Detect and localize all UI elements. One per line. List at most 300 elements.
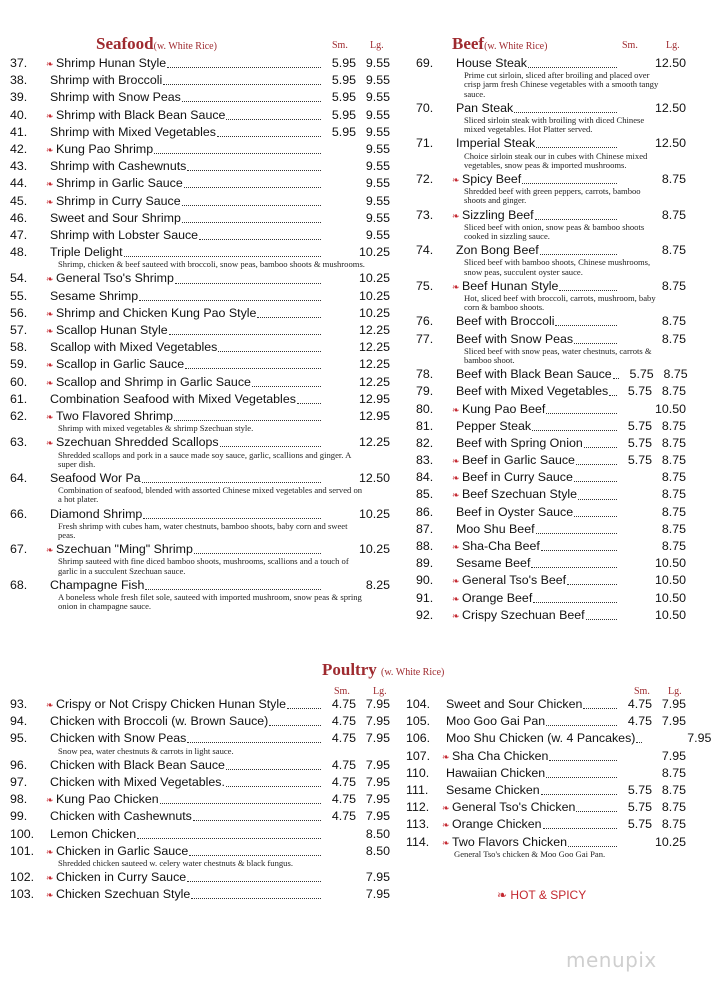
dot-leader <box>514 112 617 113</box>
item-name: Scallop and Shrimp in Garlic Sauce <box>56 374 251 389</box>
small-price: 4.75 <box>331 714 356 729</box>
menu-item <box>10 340 390 357</box>
beef-list <box>416 56 686 625</box>
item-number: 112. <box>406 800 430 815</box>
item-number: 80. <box>416 401 434 416</box>
small-price: 5.75 <box>627 418 652 433</box>
dot-leader <box>546 777 617 778</box>
item-number: 94. <box>10 714 28 729</box>
item-number: 98. <box>10 792 28 807</box>
large-price: 10.25 <box>358 506 390 521</box>
menu-item-row <box>10 125 390 142</box>
item-number: 85. <box>416 487 434 502</box>
menu-item-row <box>10 108 390 125</box>
item-number: 113. <box>406 817 430 832</box>
large-price: 10.50 <box>654 556 686 571</box>
menu-item-row <box>10 228 390 245</box>
small-price: 5.75 <box>627 453 652 468</box>
large-price: 9.55 <box>365 90 390 105</box>
item-name: Shrimp with Lobster Sauce <box>50 227 199 242</box>
pepper-icon: ❧ <box>46 890 54 901</box>
menu-item <box>416 56 686 99</box>
menu-item-row <box>10 375 390 392</box>
menu-item <box>10 289 390 306</box>
pepper-icon: ❧ <box>452 174 460 185</box>
item-number: 84. <box>416 470 434 485</box>
item-name: Crispy or Not Crispy Chicken Hunan Style <box>56 697 286 711</box>
item-name: Moo Shu Chicken (w. 4 Pancakes) <box>446 731 636 746</box>
menu-item-row <box>10 340 390 357</box>
menu-item <box>10 357 390 374</box>
item-name: Shrimp with Broccoli <box>50 73 163 88</box>
dot-leader <box>182 205 321 206</box>
item-number: 64. <box>10 470 28 485</box>
item-description: A boneless whole fresh filet sole, sauteed with imported mushroom, snow peas & spring onion in champagne sauce. <box>58 591 362 612</box>
large-price: 12.95 <box>358 391 390 406</box>
dot-leader <box>167 67 321 68</box>
pepper-icon: ❧ <box>46 326 54 337</box>
beef-lg-header: Lg. <box>666 40 680 51</box>
large-price: 8.75 <box>661 435 686 450</box>
menu-item-row <box>10 194 390 211</box>
menu-item-row <box>10 792 390 809</box>
large-price: 7.95 <box>365 887 390 902</box>
pepper-icon: ❧ <box>46 360 54 371</box>
large-price: 12.25 <box>358 357 390 372</box>
large-price: 9.55 <box>365 159 390 174</box>
item-name: Pan Steak <box>456 100 514 115</box>
dot-leader <box>546 725 617 726</box>
item-name: Shrimp Hunan Style <box>56 56 167 70</box>
menu-item <box>416 402 686 419</box>
pepper-icon: ❧ <box>46 700 54 710</box>
menu-item-row <box>416 367 686 384</box>
item-name: Shrimp in Garlic Sauce <box>56 176 183 191</box>
dot-leader <box>287 708 321 709</box>
large-price: 12.50 <box>654 136 686 151</box>
menu-item <box>10 142 390 159</box>
small-price: 5.75 <box>627 435 652 450</box>
small-price: 4.75 <box>331 757 356 772</box>
dot-leader <box>187 742 321 743</box>
item-number: 60. <box>10 374 28 389</box>
small-price: 5.75 <box>627 817 652 832</box>
item-number: 73. <box>416 207 434 222</box>
large-price: 7.95 <box>687 731 712 746</box>
menu-item <box>406 835 686 859</box>
menu-item-row <box>10 159 390 176</box>
pepper-icon: ❧ <box>46 59 54 69</box>
menu-item <box>416 573 686 590</box>
menu-item-row <box>416 436 686 453</box>
menu-item <box>416 608 686 625</box>
large-price: 8.75 <box>661 314 686 329</box>
menupix-watermark: menupix <box>566 948 657 972</box>
dot-leader <box>584 447 617 448</box>
menu-item-row <box>416 505 686 522</box>
large-price: 12.25 <box>358 435 390 450</box>
item-name: Chicken with Broccoli (w. Brown Sauce) <box>50 714 269 729</box>
dot-leader <box>184 187 321 188</box>
item-name: Beef with Snow Peas <box>456 331 574 346</box>
item-number: 88. <box>416 539 434 554</box>
small-price: 5.95 <box>331 56 356 70</box>
menu-item <box>10 108 390 125</box>
item-name: Chicken Szechuan Style <box>56 887 191 902</box>
item-number: 68. <box>10 577 28 592</box>
menu-item <box>416 367 686 384</box>
dot-leader <box>574 481 617 482</box>
item-name: Chicken in Curry Sauce <box>56 870 187 885</box>
pepper-icon: ❧ <box>497 888 508 902</box>
dot-leader <box>143 518 321 519</box>
menu-item <box>10 578 390 612</box>
dot-leader <box>187 170 321 171</box>
large-price: 10.25 <box>654 834 686 849</box>
menu-item <box>10 194 390 211</box>
large-price: 10.25 <box>358 542 390 557</box>
menu-item <box>10 392 390 409</box>
dot-leader <box>217 136 321 137</box>
item-number: 95. <box>10 731 28 746</box>
menu-item <box>416 522 686 539</box>
large-price: 12.95 <box>358 408 390 423</box>
dot-leader <box>142 482 321 483</box>
item-description: Shredded beef with green peppers, carrots, bamboo shoots and ginger. <box>464 186 641 206</box>
menu-item <box>10 73 390 90</box>
menu-item <box>10 435 390 469</box>
large-price: 8.75 <box>661 453 686 468</box>
menu-item <box>416 453 686 470</box>
small-price: 5.95 <box>331 124 356 139</box>
dot-leader <box>559 290 617 291</box>
large-price: 9.55 <box>365 176 390 191</box>
dot-leader <box>174 420 321 421</box>
item-number: 63. <box>10 435 28 450</box>
menu-item-row <box>406 714 686 731</box>
item-name: Two Flavored Shrimp <box>56 408 174 423</box>
item-name: Combination Seafood with Mixed Vegetables <box>50 391 296 406</box>
pepper-icon: ❧ <box>46 795 54 806</box>
item-number: 43. <box>10 159 28 174</box>
item-description: Sliced sirloin steak with broiling with diced Chinese mixed vegetables. Hot Platter served. <box>464 114 645 135</box>
item-name: Lemon Chicken <box>50 826 137 841</box>
large-price: 9.55 <box>365 193 390 208</box>
dot-leader <box>574 343 617 344</box>
menu-item-row <box>10 697 390 714</box>
item-number: 41. <box>10 124 28 139</box>
item-name: Beef in Garlic Sauce <box>462 453 575 468</box>
large-price: 8.75 <box>661 331 686 346</box>
dot-leader <box>636 742 642 743</box>
dot-leader <box>226 119 321 120</box>
dot-leader <box>257 317 321 318</box>
large-price: 8.50 <box>365 826 390 841</box>
poultry-right-lg-header: Lg. <box>668 686 682 697</box>
large-price: 8.75 <box>661 207 686 222</box>
item-name: Beef with Broccoli <box>456 314 555 329</box>
dot-leader <box>175 283 321 284</box>
dot-leader <box>139 300 321 301</box>
large-price: 12.50 <box>358 470 390 485</box>
pepper-icon: ❧ <box>46 873 54 884</box>
seafood-header <box>10 34 390 56</box>
dot-leader <box>193 820 321 821</box>
dot-leader <box>194 553 321 554</box>
large-price: 10.50 <box>654 401 686 416</box>
pepper-icon: ❧ <box>442 803 450 814</box>
menu-item-row <box>10 714 390 731</box>
item-number: 42. <box>10 141 28 156</box>
large-price: 12.25 <box>358 340 390 355</box>
dot-leader <box>218 351 321 352</box>
pepper-icon: ❧ <box>46 411 54 422</box>
menu-item <box>10 211 390 228</box>
item-number: 75. <box>416 278 434 293</box>
beef-sm-header: Sm. <box>622 40 638 51</box>
menu-item <box>406 714 686 731</box>
item-description: Shrimp, chicken & beef sauteed with broccoli, snow peas, bamboo shoots & mushrooms. <box>58 259 365 270</box>
dot-leader <box>549 760 617 761</box>
menu-item-row <box>10 176 390 193</box>
dot-leader <box>124 256 321 257</box>
item-number: 54. <box>10 271 28 286</box>
menu-item-row <box>416 402 686 419</box>
item-name: Beef in Curry Sauce <box>462 470 573 485</box>
item-name: Hawaiian Chicken <box>446 765 546 780</box>
item-name: Sesame Beef <box>456 556 531 571</box>
item-number: 93. <box>10 697 28 711</box>
large-price: 9.55 <box>365 124 390 139</box>
menu-item <box>416 419 686 436</box>
menu-item-row <box>416 539 686 556</box>
item-number: 92. <box>416 607 434 622</box>
item-name: General Tso's Shrimp <box>56 271 174 286</box>
large-price: 8.75 <box>663 367 688 382</box>
item-name: Champagne Fish <box>50 577 145 592</box>
menu-item-row <box>10 357 390 374</box>
item-number: 105. <box>406 714 431 729</box>
item-number: 97. <box>10 774 28 789</box>
item-name: Shrimp with Cashewnuts <box>50 159 187 174</box>
menu-item-row <box>416 453 686 470</box>
menu-item-row <box>10 289 390 306</box>
item-name: Szechuan "Ming" Shrimp <box>56 542 193 557</box>
pepper-icon: ❧ <box>46 196 54 207</box>
dot-leader <box>163 84 321 85</box>
large-price: 10.25 <box>358 288 390 303</box>
item-number: 70. <box>416 100 434 115</box>
large-price: 7.95 <box>661 748 686 763</box>
dot-leader <box>189 855 321 856</box>
menu-item-row <box>10 73 390 90</box>
dot-leader <box>182 101 321 102</box>
dot-leader <box>583 708 617 709</box>
pepper-icon: ❧ <box>46 110 54 121</box>
small-price: 4.75 <box>331 774 356 789</box>
seafood-title: Seafood(w. White Rice) <box>96 34 217 53</box>
large-price: 8.25 <box>365 577 390 592</box>
menu-item-row <box>406 783 686 800</box>
dot-leader <box>169 334 321 335</box>
dot-leader <box>137 838 321 839</box>
item-number: 79. <box>416 384 434 399</box>
dot-leader <box>609 395 617 396</box>
large-price: 7.95 <box>365 809 390 824</box>
item-name: Triple Delight <box>50 245 123 260</box>
menu-item <box>10 471 390 505</box>
dot-leader <box>543 828 617 829</box>
small-price: 5.95 <box>331 73 356 88</box>
menu-item-row <box>10 271 390 288</box>
item-number: 103. <box>10 887 35 902</box>
menu-item <box>10 887 390 904</box>
seafood-sm-header: Sm. <box>332 40 348 51</box>
pepper-icon: ❧ <box>46 545 54 556</box>
large-price: 9.55 <box>365 73 390 88</box>
item-description: Sliced beef with bamboo shoots, Chinese mushrooms, snow peas, succulent oyster sauce. <box>464 257 651 277</box>
menu-item <box>10 870 390 887</box>
menu-item <box>416 101 686 135</box>
menu-item-row <box>10 758 390 775</box>
menu-item-row <box>10 142 390 159</box>
item-name: Beef Hunan Style <box>462 278 559 293</box>
small-price: 4.75 <box>331 792 356 807</box>
poultry-right-sm-header: Sm. <box>634 686 650 697</box>
pepper-icon: ❧ <box>46 438 54 449</box>
menu-item-row <box>416 419 686 436</box>
item-name: Sweet and Sour Shrimp <box>50 210 181 225</box>
menu-item <box>10 827 390 844</box>
large-price: 8.75 <box>661 782 686 797</box>
menu-item <box>406 731 712 748</box>
item-description: Prime cut sirloin, sliced after broiling and placed over crisp jarm fresh Chinese vegetables with a smooth tangy sauce. <box>464 70 659 99</box>
dot-leader <box>574 516 617 517</box>
pepper-icon: ❧ <box>46 144 54 155</box>
item-number: 59. <box>10 357 28 372</box>
menu-item <box>10 90 390 107</box>
large-price: 9.55 <box>365 107 390 122</box>
menu-item-row <box>416 573 686 590</box>
item-number: 87. <box>416 521 434 536</box>
menu-item-row <box>10 211 390 228</box>
menu-item <box>10 792 390 809</box>
pepper-icon: ❧ <box>452 210 460 221</box>
item-name: Orange Chicken <box>452 817 542 832</box>
menu-item <box>416 279 686 313</box>
menu-item <box>10 323 390 340</box>
poultry-title: Poultry (w. White Rice) <box>322 660 445 679</box>
dot-leader <box>160 803 321 804</box>
large-price: 7.95 <box>365 774 390 789</box>
item-description: Shrimp sauteed with fine diced bamboo shoots, mushrooms, scallions and a touch of garlic in a succulent Szechuan sauce. <box>58 556 349 576</box>
item-name: Szechuan Shredded Scallops <box>56 435 219 450</box>
menu-item-row <box>10 775 390 792</box>
item-number: 72. <box>416 171 434 186</box>
menu-item-row <box>416 556 686 573</box>
item-number: 114. <box>406 834 430 849</box>
item-name: Kung Pao Shrimp <box>56 141 154 156</box>
small-price: 4.75 <box>331 731 356 746</box>
dot-leader <box>586 619 617 620</box>
dot-leader <box>536 533 617 534</box>
item-name: Moo Goo Gai Pan <box>446 714 546 729</box>
menu-item <box>10 159 390 176</box>
item-name: Kung Pao Chicken <box>56 792 159 807</box>
pepper-icon: ❧ <box>452 576 460 587</box>
item-number: 82. <box>416 435 434 450</box>
item-description: Snow pea, water chestnuts & carrots in light sauce. <box>58 745 234 756</box>
beef-header <box>416 34 686 56</box>
item-name: Beef with Mixed Vegetables <box>456 384 609 399</box>
item-name: Scallop with Mixed Vegetables <box>50 340 218 355</box>
item-number: 66. <box>10 506 28 521</box>
item-number: 46. <box>10 210 28 225</box>
large-price: 9.55 <box>365 141 390 156</box>
small-price: 4.75 <box>331 809 356 824</box>
menu-item-row <box>10 306 390 323</box>
large-price: 9.55 <box>365 56 390 70</box>
dot-leader <box>269 725 321 726</box>
item-number: 107. <box>406 748 431 763</box>
large-price: 7.95 <box>365 757 390 772</box>
large-price: 10.25 <box>358 271 390 286</box>
item-name: Sizzling Beef <box>462 207 534 222</box>
dot-leader <box>187 881 321 882</box>
item-number: 48. <box>10 245 28 260</box>
item-name: Seafood Wor Pa <box>50 470 141 485</box>
large-price: 10.25 <box>358 245 390 260</box>
item-number: 40. <box>10 107 28 122</box>
large-price: 10.50 <box>654 590 686 605</box>
menu-item-row <box>10 827 390 844</box>
large-price: 7.95 <box>365 870 390 885</box>
item-name: Crispy Szechuan Beef <box>462 607 585 622</box>
dot-leader <box>541 550 617 551</box>
small-price: 4.75 <box>331 697 356 711</box>
menu-item-row <box>10 56 390 73</box>
dot-leader <box>154 153 321 154</box>
item-name: Spicy Beef <box>462 171 522 186</box>
menu-item <box>416 243 686 277</box>
menu-item <box>10 775 390 792</box>
menu-item-row <box>416 591 686 608</box>
item-number: 91. <box>416 590 434 605</box>
item-number: 83. <box>416 453 434 468</box>
menu-item <box>416 539 686 556</box>
item-name: Beef with Spring Onion <box>456 435 583 450</box>
dot-leader <box>536 147 617 148</box>
item-number: 102. <box>10 870 35 885</box>
item-name: Scallop in Garlic Sauce <box>56 357 185 372</box>
menu-item-row <box>406 766 686 783</box>
item-name: Beef in Oyster Sauce <box>456 504 574 519</box>
menu-item-row <box>10 392 390 409</box>
pepper-icon: ❧ <box>452 490 460 501</box>
item-number: 106. <box>406 731 431 746</box>
item-number: 78. <box>416 367 434 382</box>
item-name: Shrimp with Snow Peas <box>50 90 181 105</box>
menu-item <box>10 697 390 714</box>
item-name: General Tso's Beef <box>462 573 567 588</box>
pepper-icon: ❧ <box>452 473 460 484</box>
menu-item <box>406 697 686 714</box>
item-number: 57. <box>10 323 28 338</box>
pepper-icon: ❧ <box>452 456 460 467</box>
item-name: Shrimp in Curry Sauce <box>56 193 181 208</box>
item-name: Shrimp with Black Bean Sauce <box>56 107 226 122</box>
large-price: 8.75 <box>661 278 686 293</box>
